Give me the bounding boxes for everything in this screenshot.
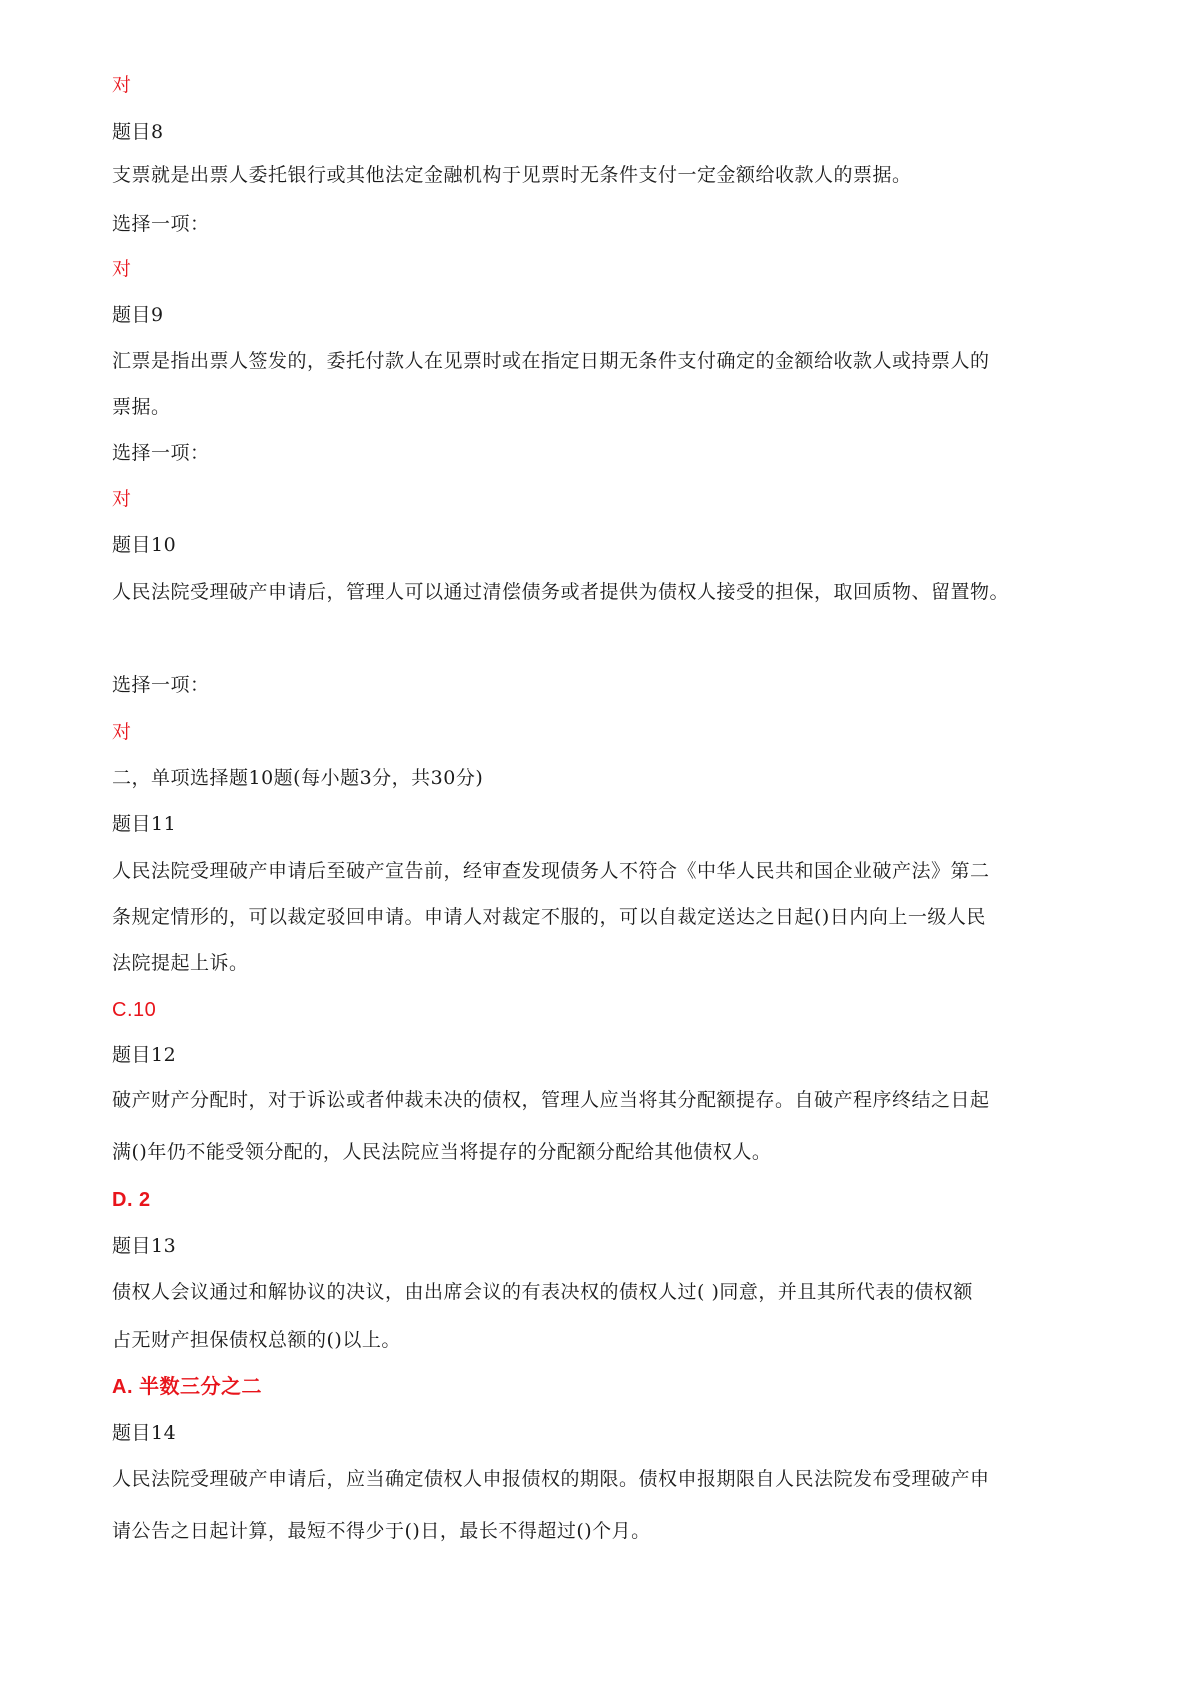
section-heading: 二，单项选择题10题(每小题3分，共30分) [112,767,484,789]
question-heading: 题目14 [112,1422,177,1444]
question-heading: 题目9 [112,304,164,326]
question-text: 人民法院受理破产申请后至破产宣告前，经审查发现债务人不符合《中华人民共和国企业破产法》第二 [112,860,990,882]
question-text: 支票就是出票人委托银行或其他法定金融机构于见票时无条件支付一定金额给收款人的票据。 [112,164,912,186]
question-heading: 题目12 [112,1044,177,1066]
question-heading: 题目10 [112,534,177,556]
question-text: 条规定情形的，可以裁定驳回申请。申请人对裁定不服的，可以自裁定送达之日起()日内向上一级人民 [112,906,986,928]
answer-text: D. 2 [112,1189,151,1211]
answer-text: 对 [112,721,132,743]
question-heading: 题目13 [112,1235,177,1257]
question-text: 人民法院受理破产申请后，管理人可以通过清偿债务或者提供为债权人接受的担保，取回质物、留置物。 [112,581,1010,603]
question-heading: 题目11 [112,813,177,835]
option-prompt: 选择一项： [112,442,210,464]
question-text: 满()年仍不能受领分配的，人民法院应当将提存的分配额分配给其他债权人。 [112,1141,772,1163]
answer-text: 对 [112,488,132,510]
question-text: 占无财产担保债权总额的()以上。 [112,1329,401,1351]
question-text: 债权人会议通过和解协议的决议，由出席会议的有表决权的债权人过( )同意，并且其所代表的债权额 [112,1281,973,1303]
answer-text: A. 半数三分之二 [112,1376,263,1398]
question-text: 法院提起上诉。 [112,952,249,974]
answer-text: C.10 [112,999,157,1021]
question-text: 人民法院受理破产申请后，应当确定债权人申报债权的期限。债权申报期限自人民法院发布受理破产申 [112,1468,990,1490]
question-text: 请公告之日起计算，最短不得少于()日，最长不得超过()个月。 [112,1520,651,1542]
option-prompt: 选择一项： [112,674,210,696]
question-heading: 题目8 [112,121,164,143]
question-text: 破产财产分配时，对于诉讼或者仲裁未决的债权，管理人应当将其分配额提存。自破产程序终结之日起 [112,1089,990,1111]
question-text: 票据。 [112,396,171,418]
question-text: 汇票是指出票人签发的，委托付款人在见票时或在指定日期无条件支付确定的金额给收款人或持票人的 [112,350,990,372]
option-prompt: 选择一项： [112,213,210,235]
answer-text: 对 [112,258,132,280]
answer-text: 对 [112,74,132,96]
